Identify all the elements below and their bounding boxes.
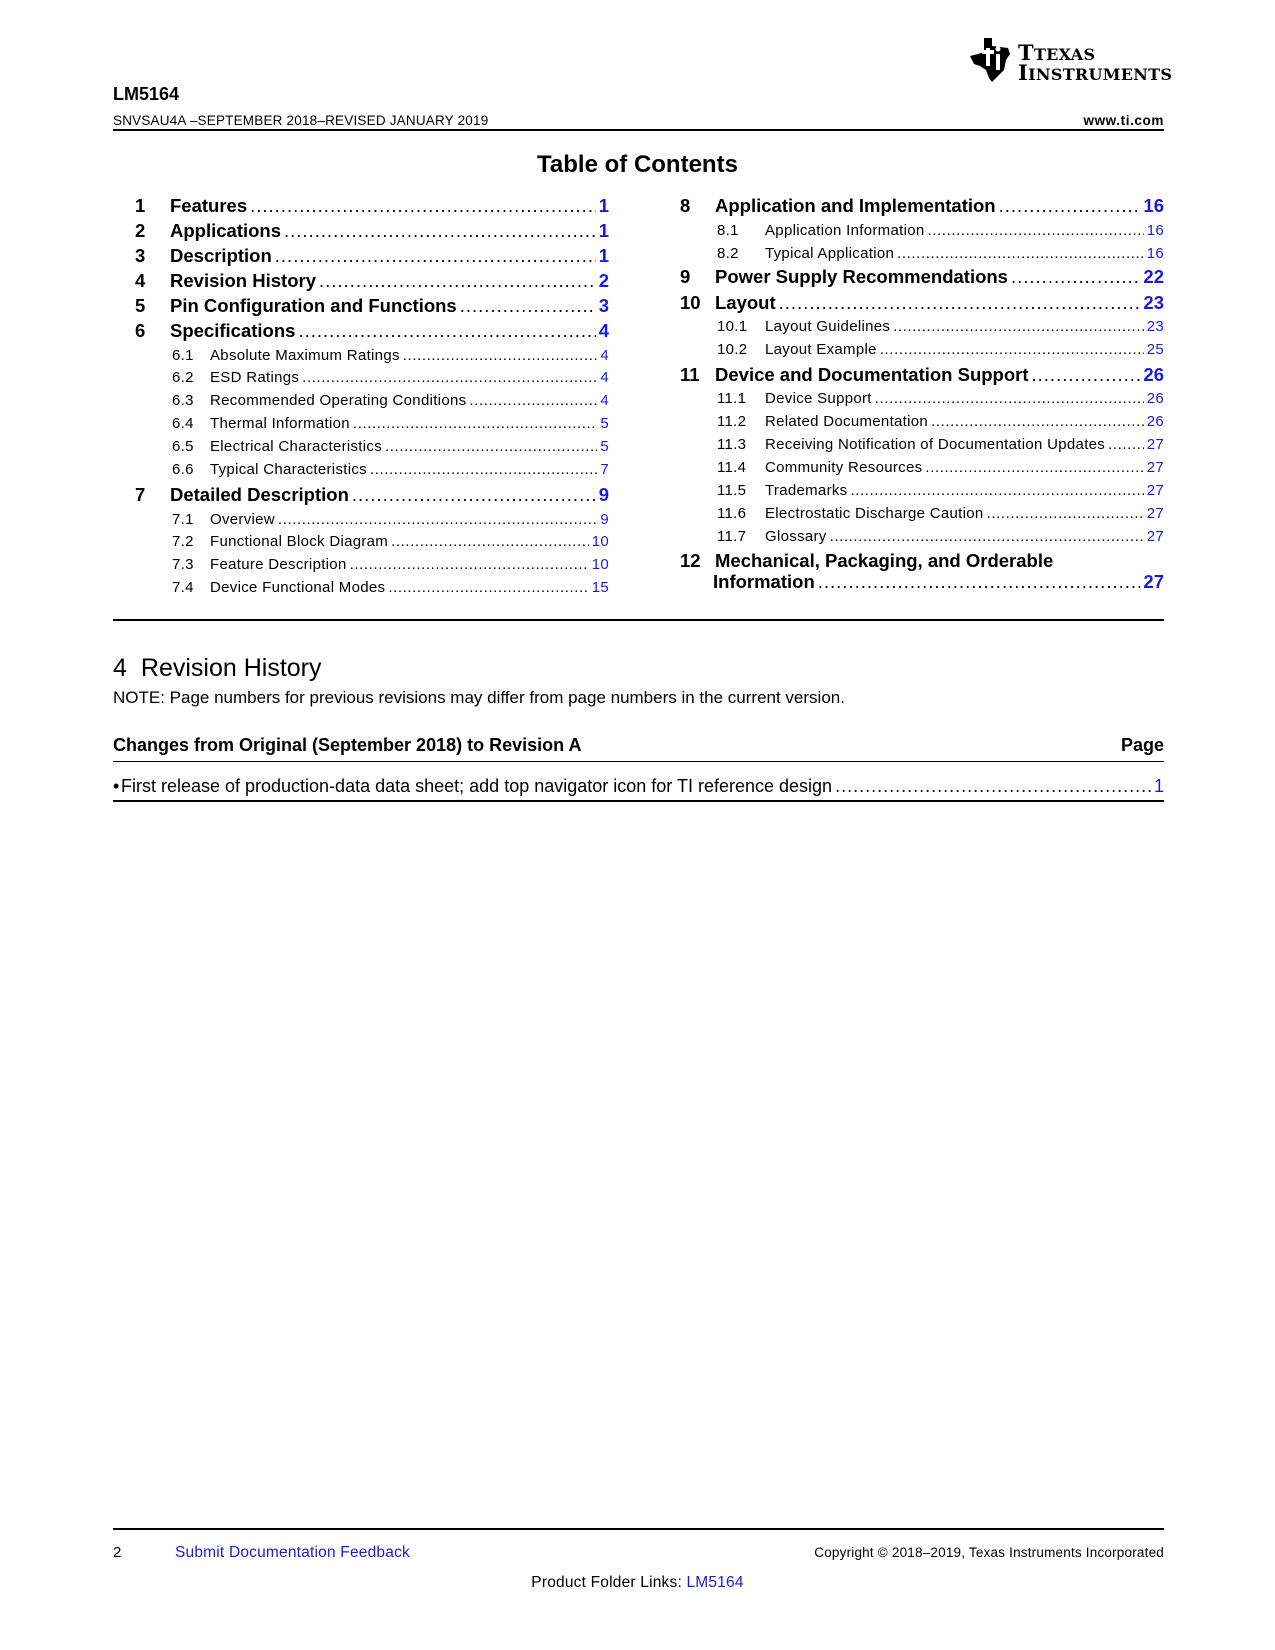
section-number: 4	[113, 654, 127, 682]
leader-dots	[250, 195, 596, 217]
toc-entry[interactable]	[717, 459, 1164, 476]
submit-feedback-link[interactable]: Submit Documentation Feedback	[175, 1544, 410, 1561]
toc-entry-number: 11.4	[717, 459, 747, 476]
leader-dots	[931, 413, 1144, 430]
toc-entry-label: Description	[170, 245, 272, 266]
toc-entry-number: 12	[680, 550, 701, 571]
changes-bottom-rule	[113, 800, 1164, 802]
toc-entry-number: 6.4	[172, 415, 194, 432]
toc-entry-label: Application Information	[765, 222, 925, 239]
toc-entry[interactable]	[172, 511, 609, 528]
toc-entry-label: Related Documentation	[765, 413, 929, 430]
toc-entry-label: Specifications	[170, 320, 296, 341]
toc-entry-label: Trademarks	[765, 482, 848, 499]
leader-dots	[1108, 436, 1144, 453]
toc-entry-number: 7.4	[172, 579, 194, 596]
toc-entry-page[interactable]: 27	[1146, 505, 1164, 522]
leader-dots	[875, 390, 1144, 407]
leader-dots	[353, 415, 597, 432]
leader-dots	[999, 195, 1141, 217]
toc-entry-page[interactable]: 26	[1143, 364, 1164, 385]
toc-entry[interactable]	[135, 195, 609, 217]
toc-entry-label: Overview	[210, 511, 275, 528]
leader-dots	[284, 220, 596, 242]
toc-entry-page[interactable]: 5	[600, 438, 609, 455]
toc-entry[interactable]	[172, 556, 609, 573]
toc-entry-label: ESD Ratings	[210, 369, 300, 386]
toc-entry-page[interactable]: 4	[600, 392, 609, 409]
leader-dots	[302, 369, 597, 386]
toc-entry[interactable]	[680, 266, 1164, 288]
toc-entry-page[interactable]: 4	[600, 347, 609, 364]
toc-entry-page[interactable]: 16	[1146, 222, 1164, 239]
toc-entry-number: 2	[135, 220, 146, 241]
toc-entry-label: Layout Guidelines	[765, 318, 891, 335]
section-title: Revision History	[140, 654, 322, 682]
leader-dots	[1032, 364, 1141, 386]
toc-entry-page[interactable]: 7	[600, 461, 609, 478]
leader-dots	[385, 438, 597, 455]
footer-page-number: 2	[113, 1544, 122, 1561]
part-number: LM5164	[113, 84, 180, 104]
toc-entry-label: Detailed Description	[170, 484, 349, 505]
toc-entry-number: 11.1	[717, 390, 747, 407]
toc-entry[interactable]	[717, 528, 1164, 545]
toc-entry[interactable]	[717, 245, 1164, 262]
toc-entry-label: Device and Documentation Support	[715, 364, 1029, 385]
toc-entry-number: 7.2	[172, 533, 194, 550]
toc-entry-label: Layout Example	[765, 341, 877, 358]
leader-dots	[850, 482, 1143, 499]
leader-dots	[352, 484, 596, 506]
copyright: Copyright © 2018–2019, Texas Instruments Incorporated	[814, 1545, 1164, 1560]
toc-entry-number: 8.2	[717, 245, 739, 262]
toc-entry-page[interactable]: 23	[1143, 292, 1164, 313]
toc-entry-number: 6	[135, 320, 146, 341]
toc-entry[interactable]	[717, 222, 1164, 239]
leader-dots	[893, 318, 1144, 335]
leader-dots	[928, 222, 1144, 239]
toc-entry-number: 7	[135, 484, 146, 505]
toc-entry-page[interactable]: 23	[1146, 318, 1164, 335]
texas-state-icon	[968, 36, 1014, 84]
toc-entry-number: 11.2	[717, 413, 747, 430]
revision-note: NOTE: Page numbers for previous revisions may differ from page numbers in the current version.	[113, 688, 845, 707]
leader-dots	[987, 505, 1144, 522]
toc-entry-label: Absolute Maximum Ratings	[210, 347, 400, 364]
toc-entry[interactable]	[135, 220, 609, 242]
toc-entry-page[interactable]: 3	[598, 295, 609, 316]
leader-dots	[370, 461, 597, 478]
toc-entry-page[interactable]: 1	[598, 245, 609, 266]
toc-entry-page[interactable]: 27	[1146, 482, 1164, 499]
toc-entry-number: 10	[680, 292, 701, 313]
toc-entry-label: Functional Block Diagram	[210, 533, 389, 550]
toc-entry[interactable]	[135, 270, 609, 292]
leader-dots	[275, 245, 596, 267]
toc-entry-page[interactable]: 16	[1143, 195, 1164, 216]
toc-entry-page[interactable]: 25	[1146, 341, 1164, 358]
leader-dots	[278, 511, 597, 528]
toc-entry-label: Application and Implementation	[715, 195, 996, 216]
toc-entry-page[interactable]: 5	[600, 415, 609, 432]
toc-entry-page[interactable]: 10	[591, 533, 609, 550]
leader-dots	[319, 270, 596, 292]
toc-entry[interactable]	[717, 341, 1164, 358]
leader-dots	[830, 528, 1144, 545]
product-folder-links	[0, 1574, 1275, 1592]
leader-dots	[835, 776, 1151, 797]
toc-entry-label: Mechanical, Packaging, and Orderable	[715, 550, 1054, 571]
toc-entry[interactable]	[717, 436, 1164, 453]
toc-entry-page[interactable]: 22	[1143, 266, 1164, 287]
toc-entry[interactable]	[680, 550, 1164, 572]
toc-entry[interactable]	[717, 413, 1164, 430]
leader-dots	[350, 556, 589, 573]
toc-entry-label: Typical Application	[765, 245, 895, 262]
bullet-glyph: •	[113, 776, 120, 796]
toc-entry-number: 6.6	[172, 461, 194, 478]
toc-entry[interactable]	[680, 364, 1164, 386]
toc-entry-number: 7.3	[172, 556, 194, 573]
toc-entry[interactable]	[680, 292, 1164, 314]
toc-entry[interactable]	[172, 533, 609, 550]
leader-dots	[1011, 266, 1140, 288]
changes-title: Changes from Original (September 2018) to Revision A	[113, 735, 582, 755]
toc-entry-page[interactable]: 4	[598, 320, 609, 341]
change-item-text: First release of production-data data sheet; add top navigator icon for TI reference design	[120, 776, 833, 796]
toc-entry[interactable]	[135, 295, 609, 317]
toc-entry-number: 11.5	[717, 482, 747, 499]
toc-entry-label-line2: Information	[713, 571, 815, 592]
product-folder-link[interactable]: LM5164	[686, 1574, 744, 1591]
toc-entry-label: Layout	[715, 292, 776, 313]
toc-entry-number: 10.2	[717, 341, 748, 358]
toc-entry-page[interactable]: 4	[600, 369, 609, 386]
toc-entry-label: Device Support	[765, 390, 872, 407]
ti-logo: TTEXAS IINSTRUMENTS	[968, 36, 1168, 86]
toc-entry[interactable]	[172, 415, 609, 432]
toc-entry-label: Community Resources	[765, 459, 923, 476]
footer-rule	[113, 1528, 1164, 1530]
toc-entry-page[interactable]: 9	[600, 511, 609, 528]
leader-dots	[403, 347, 598, 364]
toc-entry-page[interactable]: 15	[591, 579, 609, 596]
toc-entry[interactable]	[717, 482, 1164, 499]
product-folder-label: Product Folder Links:	[531, 1574, 687, 1591]
leader-dots	[469, 392, 597, 409]
toc-entry[interactable]	[135, 245, 609, 267]
toc-entry-label: Applications	[170, 220, 282, 241]
toc-entry[interactable]	[172, 369, 609, 386]
toc-entry-number: 11.3	[717, 436, 747, 453]
toc-entry-label: Typical Characteristics	[210, 461, 367, 478]
header-rule	[113, 129, 1164, 131]
toc-entry-page[interactable]: 27	[1146, 528, 1164, 545]
toc-entry-label: Electrostatic Discharge Caution	[765, 505, 984, 522]
toc-entry[interactable]	[135, 320, 609, 342]
toc-entry[interactable]	[172, 579, 609, 596]
toc-entry[interactable]	[172, 461, 609, 478]
document-id: SNVSAU4A –SEPTEMBER 2018–REVISED JANUARY 2019	[113, 113, 489, 128]
toc-entry-page[interactable]: 9	[598, 484, 609, 505]
toc-entry-label: Recommended Operating Conditions	[210, 392, 467, 409]
logo-word-texas: TEXAS	[1033, 45, 1096, 64]
toc-entry[interactable]	[680, 195, 1164, 217]
toc-title: Table of Contents	[537, 151, 738, 178]
toc-entry-continuation[interactable]	[713, 571, 1164, 593]
toc-entry-number: 6.2	[172, 369, 194, 386]
toc-entry-number: 6.3	[172, 392, 194, 409]
leader-dots	[388, 579, 588, 596]
toc-entry-page[interactable]: 27	[1146, 436, 1164, 453]
toc-entry[interactable]	[172, 347, 609, 364]
toc-entry-page[interactable]: 1	[598, 195, 609, 216]
toc-entry-number: 8.1	[717, 222, 739, 239]
toc-entry-number: 8	[680, 195, 691, 216]
leader-dots	[391, 533, 589, 550]
toc-entry-number: 10.1	[717, 318, 748, 335]
toc-entry-number: 7.1	[172, 511, 194, 528]
toc-entry-number: 9	[680, 266, 691, 287]
toc-entry-number: 6.5	[172, 438, 194, 455]
toc-entry-label: Device Functional Modes	[210, 579, 386, 596]
toc-entry-label: Electrical Characteristics	[210, 438, 383, 455]
toc-entry-number: 3	[135, 245, 146, 266]
toc-entry-page[interactable]: 26	[1146, 413, 1164, 430]
toc-entry[interactable]	[717, 318, 1164, 335]
toc-entry-number: 11.7	[717, 528, 747, 545]
toc-entry[interactable]	[717, 390, 1164, 407]
toc-entry-page[interactable]: 16	[1146, 245, 1164, 262]
toc-entry-label: Pin Configuration and Functions	[170, 295, 457, 316]
toc-entry-number: 6.1	[172, 347, 194, 364]
section-rule	[113, 619, 1164, 621]
changes-header-rule	[113, 761, 1164, 762]
toc-entry-label: Glossary	[765, 528, 827, 545]
leader-dots	[925, 459, 1143, 476]
toc-entry-label: Feature Description	[210, 556, 347, 573]
leader-dots	[818, 571, 1141, 593]
toc-entry-number: 1	[135, 195, 146, 216]
toc-entry-number: 11.6	[717, 505, 747, 522]
toc-entry-page[interactable]: 2	[598, 270, 609, 291]
leader-dots	[460, 295, 596, 317]
toc-entry[interactable]	[135, 484, 609, 506]
revision-history-heading	[113, 654, 322, 683]
toc-entry[interactable]	[172, 438, 609, 455]
changes-page-header: Page	[1120, 735, 1164, 755]
toc-entry-number: 5	[135, 295, 146, 316]
toc-entry-label: Power Supply Recommendations	[715, 266, 1008, 287]
toc-entry-label: Thermal Information	[210, 415, 350, 432]
toc-entry-page[interactable]: 27	[1143, 571, 1164, 592]
toc-entry-label: Receiving Notification of Documentation Updates	[765, 436, 1106, 453]
toc-entry-number: 11	[680, 364, 700, 385]
toc-entry-page[interactable]: 1	[598, 220, 609, 241]
change-item-page[interactable]: 1	[1153, 776, 1164, 796]
toc-entry[interactable]	[172, 392, 609, 409]
toc-entry-label: Revision History	[170, 270, 316, 291]
toc-entry-page[interactable]: 10	[591, 556, 609, 573]
logo-word-instruments: INSTRUMENTS	[1028, 65, 1173, 84]
leader-dots	[298, 320, 595, 342]
change-item[interactable]	[113, 776, 1164, 797]
toc-entry-page[interactable]: 26	[1146, 390, 1164, 407]
leader-dots	[897, 245, 1144, 262]
leader-dots	[880, 341, 1144, 358]
toc-entry[interactable]	[717, 505, 1164, 522]
site-link[interactable]: www.ti.com	[1083, 113, 1164, 128]
leader-dots	[779, 292, 1141, 314]
toc-entry-number: 4	[135, 270, 146, 291]
toc-entry-page[interactable]: 27	[1146, 459, 1164, 476]
toc-entry-label: Features	[170, 195, 248, 216]
